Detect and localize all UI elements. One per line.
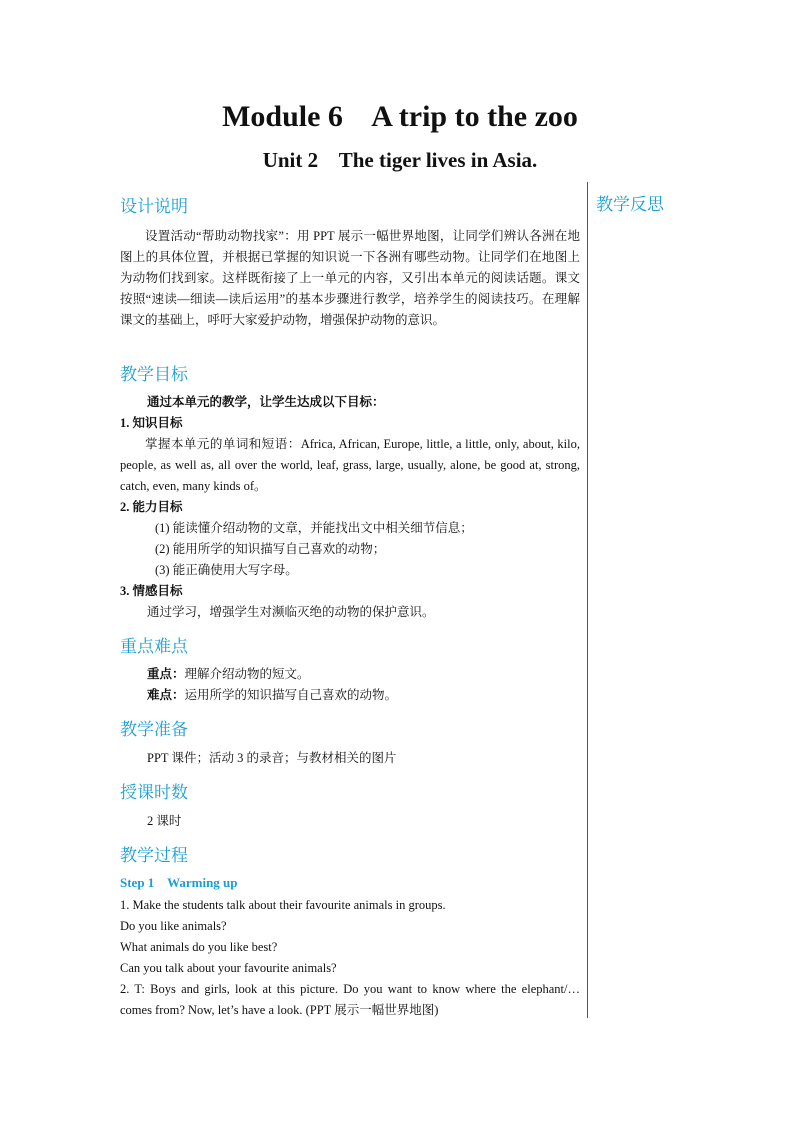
step-1-title: Step 1 Warming up	[120, 875, 238, 890]
page-title: Module 6 A trip to the zoo	[222, 100, 578, 133]
knowledge-title: 1. 知识目标	[120, 416, 183, 430]
ability-item-1: (1) 能读懂介绍动物的文章，并能找出文中相关细节信息；	[155, 521, 473, 535]
knowledge-text: 掌握本单元的单词和短语：Africa, African, Europe, little, a little, only, about, kilo, people, as well as, all over the world, leaf, grass, large, usually, alone, be good at, strong, catch, even, many kinds of。	[120, 437, 580, 493]
difficult-label: 难点：	[147, 688, 185, 702]
process-line-4: Can you talk about your favourite animals?	[120, 961, 337, 975]
process-heading: 教学过程	[120, 846, 188, 866]
hours-text: 2 课时	[147, 814, 182, 828]
design-heading: 设计说明	[120, 197, 188, 217]
preparation-heading: 教学准备	[120, 720, 188, 740]
difficult-text: 运用所学的知识描写自己喜欢的动物。	[184, 688, 398, 702]
ability-title: 2. 能力目标	[120, 500, 183, 514]
key-points-heading: 重点难点	[120, 637, 188, 657]
goals-heading: 教学目标	[120, 365, 188, 385]
preparation-text: PPT 课件；活动 3 的录音；与教材相关的图片	[147, 751, 397, 765]
key-text: 理解介绍动物的短文。	[184, 667, 310, 681]
difficult-point-line	[147, 685, 397, 706]
process-line-2: Do you like animals?	[120, 919, 227, 933]
emotion-title: 3. 情感目标	[120, 584, 183, 598]
goals-intro: 通过本单元的教学，让学生达成以下目标：	[147, 395, 385, 409]
ability-item-3: (3) 能正确使用大写字母。	[155, 563, 298, 577]
process-item-2: 2. T: Boys and girls, look at this picture. Do you want to know where the elephant/… comes from? Now, let’s have a look. (PPT 展示一幅世界地图)	[120, 982, 580, 1017]
key-label: 重点：	[147, 667, 185, 681]
hours-heading: 授课时数	[120, 783, 188, 803]
page-subtitle: Unit 2 The tiger lives in Asia.	[262, 148, 538, 172]
reflection-heading: 教学反思	[596, 195, 664, 215]
ability-item-2: (2) 能用所学的知识描写自己喜欢的动物；	[155, 542, 386, 556]
design-text: 设置活动“帮助动物找家”：用 PPT 展示一幅世界地图，让同学们辨认各洲在地图上的具体位置，并根据已掌握的知识说一下各洲有哪些动物。让同学们在地图上为动物们找到家。这样既衔接了上一单元的内容，又引出本单元的阅读话题。课文按照“速读—细读—读后运用”的基本步骤进行教学，培养学生的阅读技巧。在理解课文的基础上，呼吁大家爱护动物，增强保护动物的意识。	[120, 229, 580, 327]
key-point-line	[147, 664, 310, 685]
process-line-3: What animals do you like best?	[120, 940, 278, 954]
column-divider	[587, 182, 588, 1018]
process-line-1: 1. Make the students talk about their favourite animals in groups.	[120, 898, 446, 912]
emotion-text: 通过学习，增强学生对濒临灭绝的动物的保护意识。	[147, 605, 435, 619]
